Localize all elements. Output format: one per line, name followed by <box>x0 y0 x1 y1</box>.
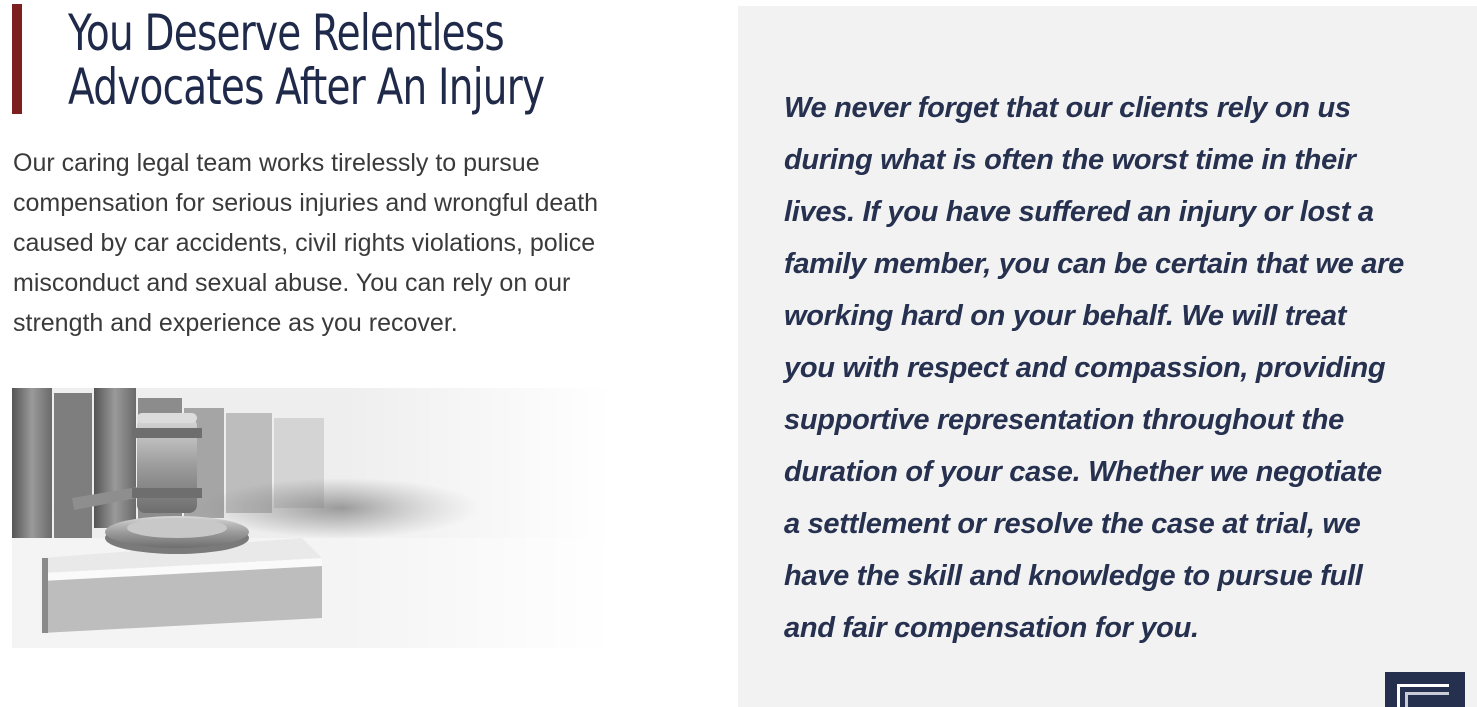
logo-badge-inner-bracket <box>1405 692 1449 707</box>
quote-text: We never forget that our clients rely on us during what is often the worst time in their lives. If you have suffered an injury or lost a family member, you can be certain that we are working hard on your behalf. We will treat you with respect and compassion, providing supportive representation throughout the duration of your case. Whether we negotiate a settlement or resolve the case at trial, we have the skill and knowledge to pursue full and fair compensation for you. <box>784 92 1404 644</box>
gavel-on-book-icon <box>12 388 612 648</box>
quote-panel <box>738 6 1477 707</box>
hero-section <box>0 0 700 707</box>
intro-paragraph: Our caring legal team works tirelessly to pursue compensation for serious injuries and wrongful death caused by car accidents, civil rights violations, police misconduct and sexual abuse. You can rely on our strength and experience as you recover. <box>13 149 599 337</box>
logo-badge-icon[interactable] <box>1385 672 1465 707</box>
page-title <box>68 6 544 114</box>
page-title-line-2: Advocates After An Injury <box>68 58 545 116</box>
page-title-line-1: You Deserve Relentless <box>68 4 504 62</box>
heading-accent-bar <box>12 4 679 114</box>
